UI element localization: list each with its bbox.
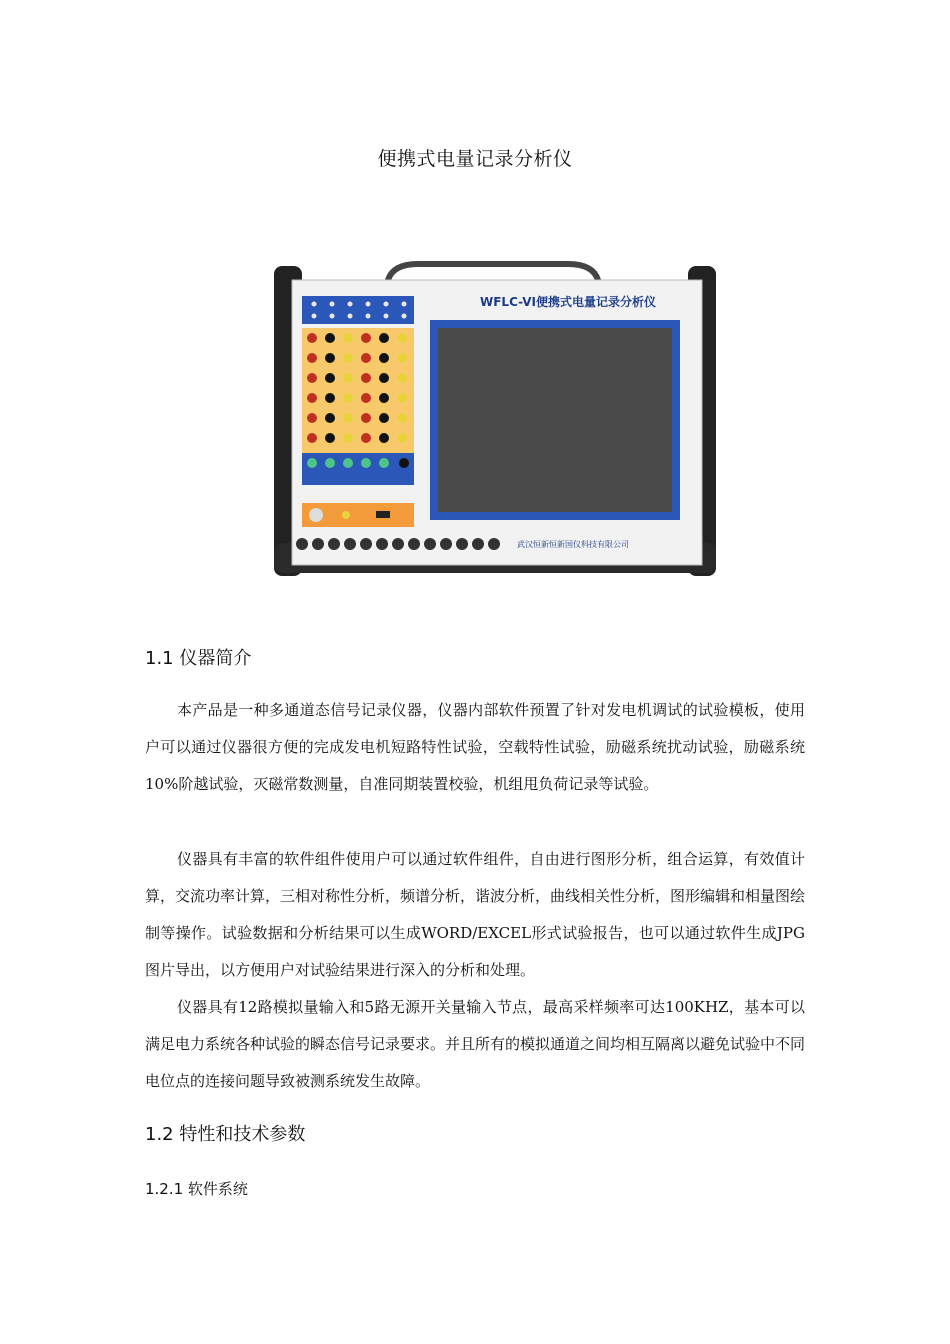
paragraph-intro-1: 本产品是一种多通道态信号记录仪器，仪器内部软件预置了针对发电机调试的试验模板，使用户可以通过仪器很方便的完成发电机短路特性试验，空载特性试验，励磁系统扰动试验，励磁系统10%阶越试验，灭磁常数测量，自准同期装置校验，机组甩负荷记录等试验。 (145, 701, 805, 793)
device-company-label: 武汉恒新恒新国仪科技有限公司 (517, 540, 629, 549)
section-heading-1-1: 1.1 仪器简介 (145, 648, 252, 669)
subsection-heading-1-2-1: 1.2.1 软件系统 (145, 1180, 248, 1198)
section-heading-1-2: 1.2 特性和技术参数 (145, 1124, 306, 1145)
product-photo (268, 258, 723, 587)
device-brand-label: WFLC-VI便携式电量记录分析仪 (479, 295, 657, 309)
paragraph-intro-3: 仪器具有12路模拟量输入和5路无源开关量输入节点，最高采样频率可达100KHZ，基本可以满足电力系统各种试验的瞬态信号记录要求。并且所有的模拟通道之间均相互隔离以避免试验中不同电位点的连接问题导致被测系统发生故障。 (145, 998, 806, 1090)
page-title: 便携式电量记录分析仪 (377, 148, 573, 170)
paragraph-intro-2: 仪器具有丰富的软件组件使用户可以通过软件组件，自由进行图形分析，组合运算，有效值计算，交流功率计算，三相对称性分析，频谱分析，谐波分析，曲线相关性分析，图形编辑和相量图绘制等操作。试验数据和分析结果可以生成WORD/EXCEL形式试验报告，也可以通过软件生成JPG图片导出，以方便用户对试验结果进行深入的分析和处理。 (145, 850, 806, 979)
